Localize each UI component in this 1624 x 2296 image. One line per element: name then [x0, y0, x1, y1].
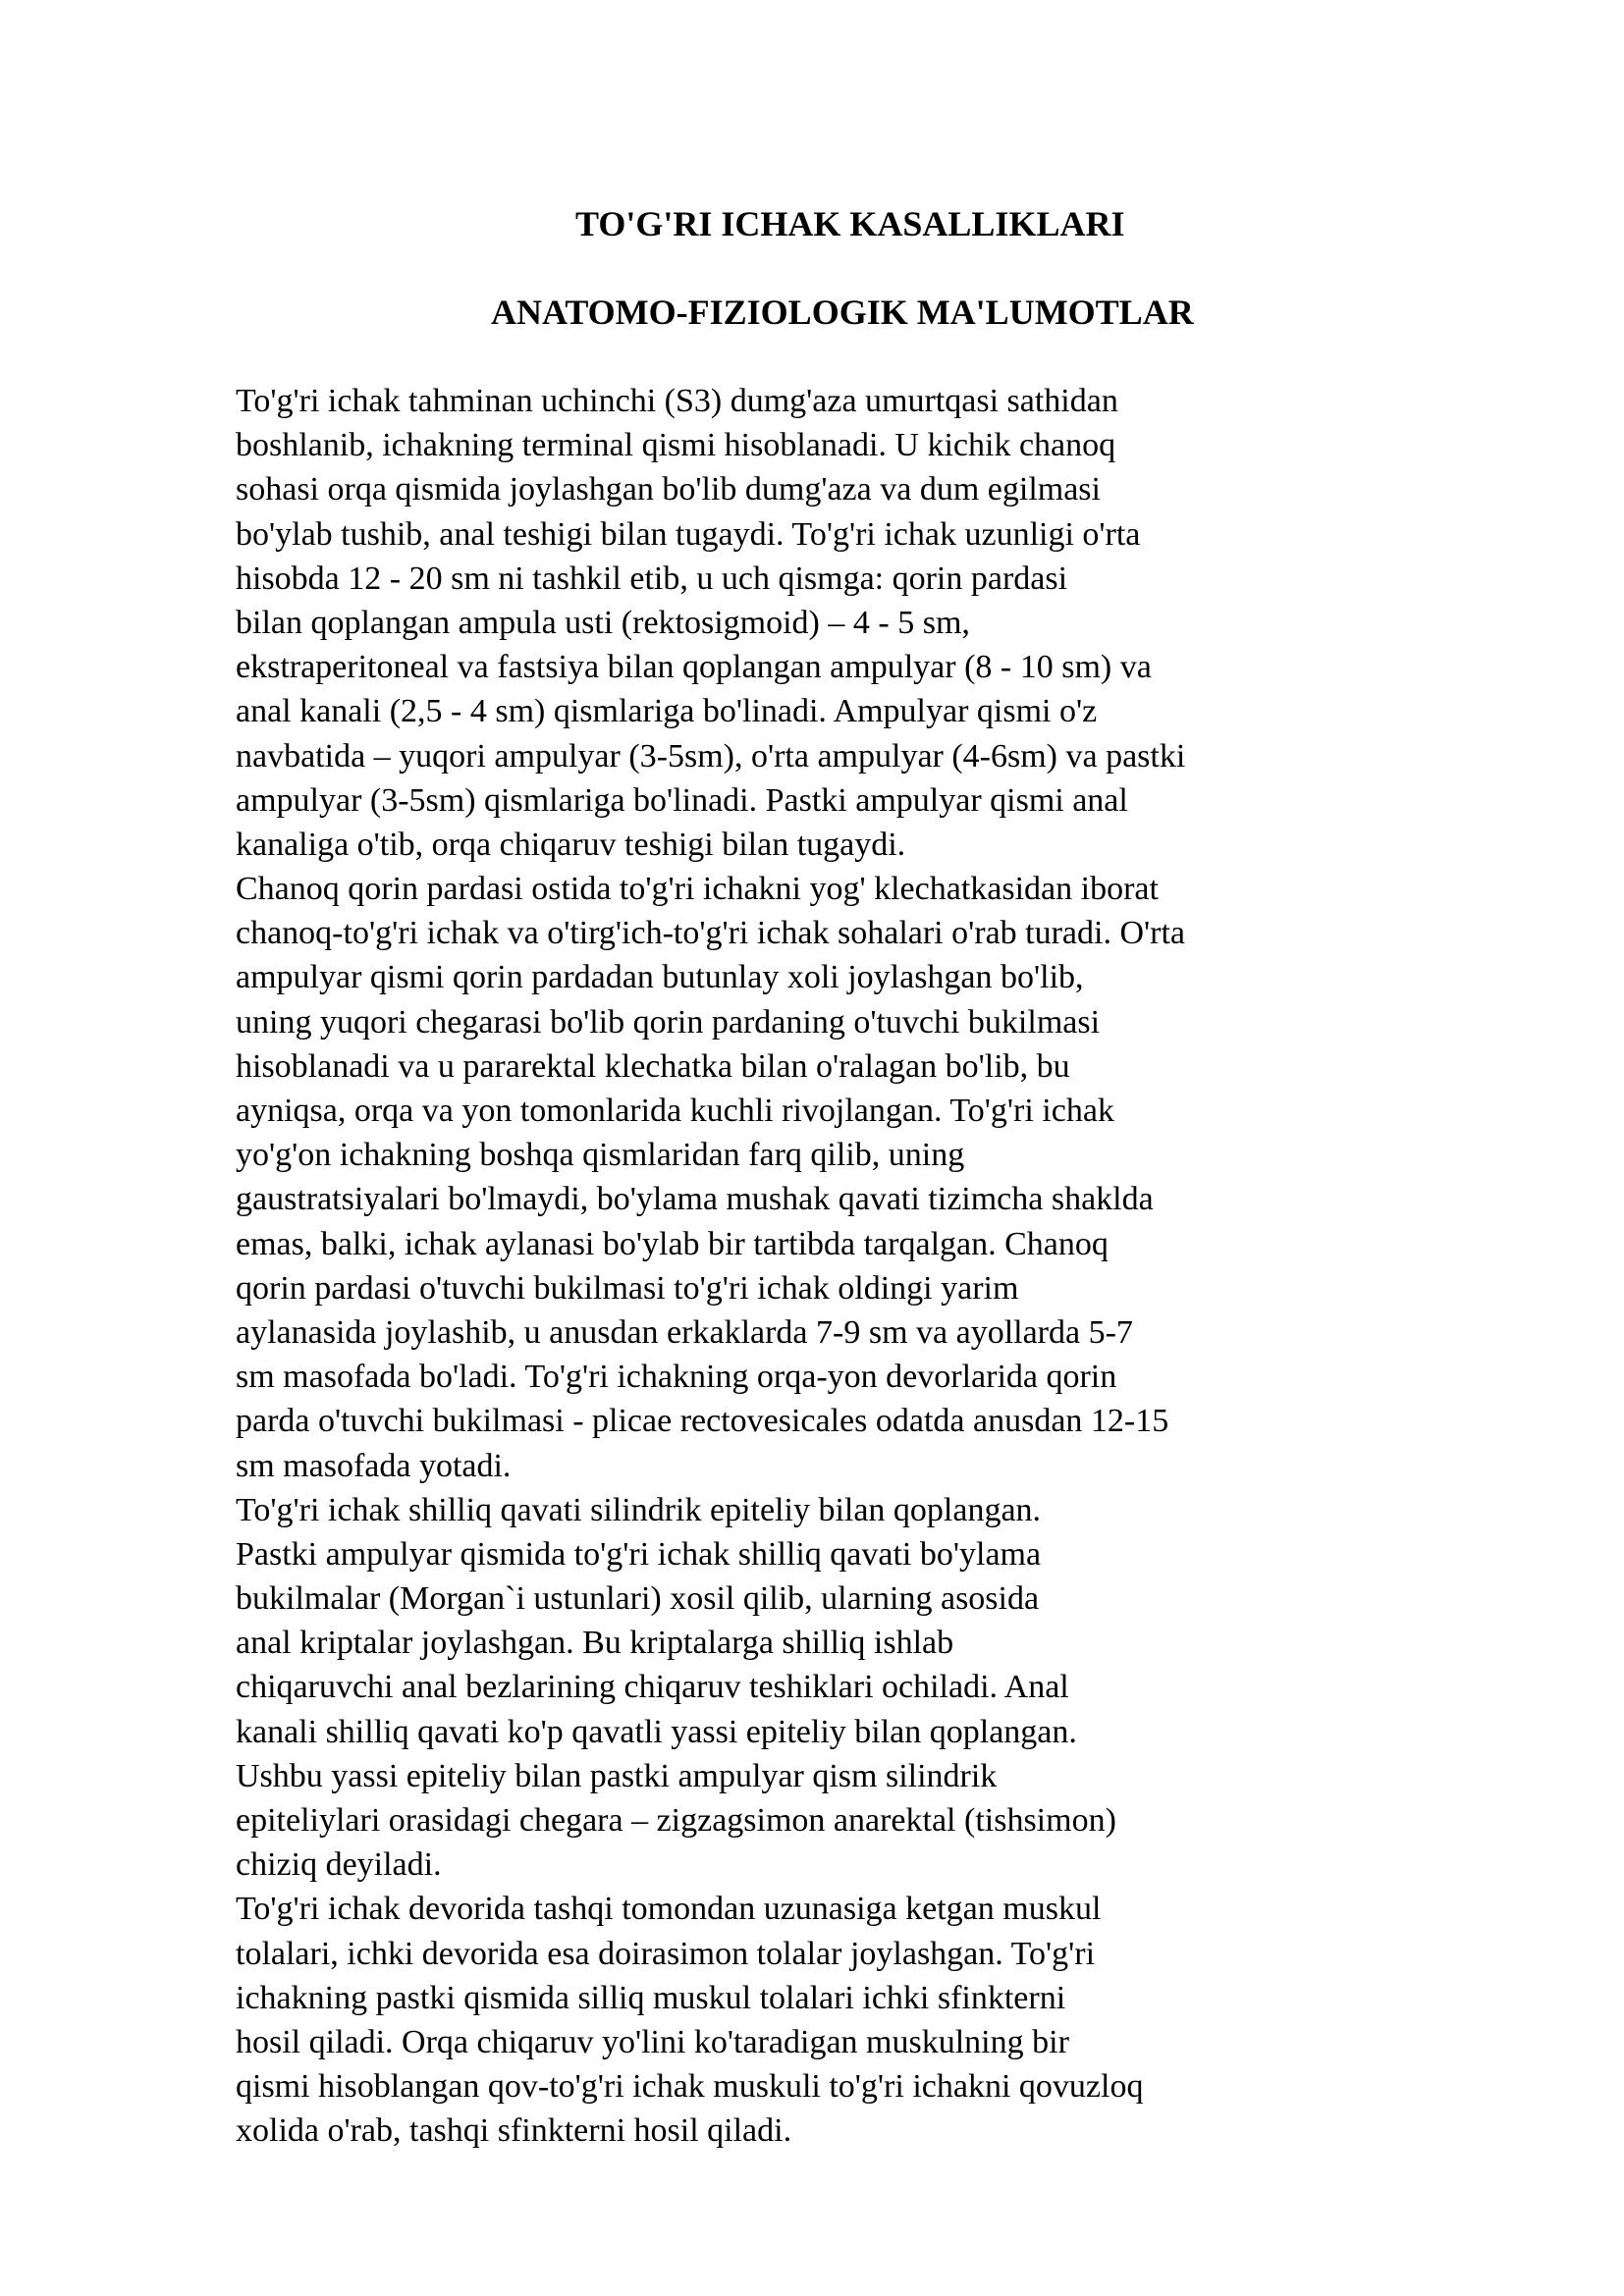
text-line: hisoblanadi va u pararektal klechatka bilan o'ralagan bo'lib, bu	[236, 1047, 1070, 1085]
text-line: ekstraperitoneal va fastsiya bilan qoplangan ampulyar (8 - 10 sm) va	[236, 649, 1152, 686]
text-line: ichakning pastki qismida silliq muskul tolalari ichki sfinkterni	[236, 1979, 1066, 2016]
section-heading: ANATOMO-FIZIOLOGIK MA'LUMOTLAR	[491, 293, 1194, 332]
text-line: tolalari, ichki devorida esa doirasimon tolalar joylashgan. To'g'ri	[236, 1935, 1096, 1972]
text-line: To'g'ri ichak tahminan uchinchi (S3) dumg'aza umurtqasi sathidan	[236, 383, 1118, 419]
text-line: parda o'tuvchi bukilmasi - plicae rectovesicales odatda anusdan 12-15	[236, 1403, 1169, 1440]
text-line: bo'ylab tushib, anal teshigi bilan tugaydi. To'g'ri ichak uzunligi o'rta	[236, 515, 1141, 553]
text-line: Pastki ampulyar qismida to'g'ri ichak shilliq qavati bo'ylama	[236, 1535, 1042, 1573]
text-line: navbatida – yuqori ampulyar (3-5sm), o'rta ampulyar (4-6sm) va pastki	[236, 737, 1186, 774]
text-line: aylanasida joylashib, u anusdan erkaklarda 7-9 sm va ayollarda 5-7	[236, 1313, 1133, 1351]
text-line: yo'g'on ichakning boshqa qismlaridan farq qilib, uning	[236, 1137, 965, 1174]
text-line: gaustratsiyalari bo'lmaydi, bo'ylama mushak qavati tizimcha shaklda	[236, 1181, 1154, 1218]
text-line: qismi hisoblangan qov-to'g'ri ichak muskuli to'g'ri ichakni qovuzloq	[236, 2068, 1144, 2106]
text-line: chanoq-to'g'ri ichak va o'tirg'ich-to'g'ri ichak sohalari o'rab turadi. O'rta	[236, 915, 1186, 952]
text-line: ayniqsa, orqa va yon tomonlarida kuchli rivojlangan. To'g'ri ichak	[236, 1093, 1114, 1129]
text-line: sm masofada bo'ladi. To'g'ri ichakning orqa-yon devorlarida qorin	[236, 1359, 1117, 1396]
text-line: hisobda 12 - 20 sm ni tashkil etib, u uch qismga: qorin pardasi	[236, 560, 1068, 597]
text-line: kanaliga o'tib, orqa chiqaruv teshigi bilan tugaydi.	[236, 826, 906, 863]
text-line: xolida o'rab, tashqi sfinkterni hosil qiladi.	[236, 2112, 792, 2150]
text-line: Chanoq qorin pardasi ostida to'g'ri ichakni yog' klechatkasidan iborat	[236, 871, 1159, 908]
text-line: bilan qoplangan ampula usti (rektosigmoid) – 4 - 5 sm,	[236, 604, 970, 641]
text-line: chiziq deyiladi.	[236, 1846, 442, 1884]
text-line: chiqaruvchi anal bezlarining chiqaruv teshiklari ochiladi. Anal	[236, 1669, 1069, 1706]
text-line: ampulyar (3-5sm) qismlariga bo'linadi. Pastki ampulyar qismi anal	[236, 781, 1128, 819]
text-line: anal kriptalar joylashgan. Bu kriptalarga shilliq ishlab	[236, 1625, 954, 1662]
document-title: TO'G'RI ICHAK KASALLIKLARI	[575, 204, 1125, 243]
text-line: uning yuqori chegarasi bo'lib qorin pardaning o'tuvchi bukilmasi	[236, 1003, 1101, 1041]
body-text	[236, 379, 1414, 2154]
text-line: ampulyar qismi qorin pardadan butunlay xoli joylashgan bo'lib,	[236, 959, 1084, 996]
text-line: hosil qiladi. Orqa chiqaruv yo'lini ko'taradigan muskulning bir	[236, 2023, 1069, 2060]
text-line: To'g'ri ichak devorida tashqi tomondan uzunasiga ketgan muskul	[236, 1891, 1102, 1928]
text-line: anal kanali (2,5 - 4 sm) qismlariga bo'linadi. Ampulyar qismi o'z	[236, 693, 1098, 730]
text-line: kanali shilliq qavati ko'p qavatli yassi epiteliy bilan qoplangan.	[236, 1713, 1077, 1750]
text-line: bukilmalar (Morgan`i ustunlari) xosil qilib, ularning asosida	[236, 1580, 1040, 1618]
text-line: qorin pardasi o'tuvchi bukilmasi to'g'ri ichak oldingi yarim	[236, 1269, 1019, 1307]
text-line: epiteliylari orasidagi chegara – zigzagsimon anarektal (tishsimon)	[236, 1802, 1116, 1839]
text-line: To'g'ri ichak shilliq qavati silindrik epiteliy bilan qoplangan.	[236, 1491, 1042, 1528]
text-line: emas, balki, ichak aylanasi bo'ylab bir tartibda tarqalgan. Chanoq	[236, 1225, 1109, 1262]
text-line: Ushbu yassi epiteliy bilan pastki ampulyar qism silindrik	[236, 1757, 998, 1794]
text-line: boshlanib, ichakning terminal qismi hisoblanadi. U kichik chanoq	[236, 427, 1116, 464]
text-line: sm masofada yotadi.	[236, 1447, 512, 1484]
text-line: sohasi orqa qismida joylashgan bo'lib dumg'aza va dum egilmasi	[236, 471, 1101, 508]
